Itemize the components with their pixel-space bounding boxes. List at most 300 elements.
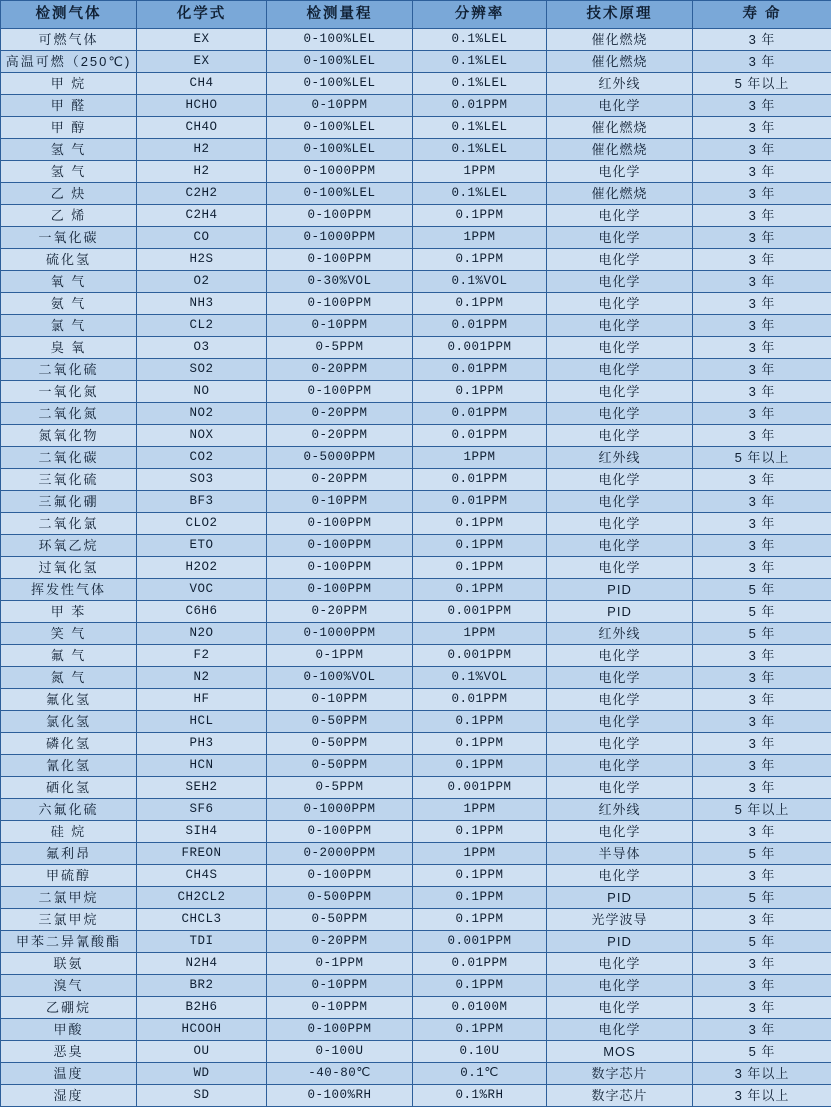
cell-principle: PID bbox=[547, 931, 693, 953]
cell-range: -40-80℃ bbox=[267, 1063, 413, 1085]
table-row bbox=[1, 689, 831, 711]
cell-range: 0-100%VOL bbox=[267, 667, 413, 689]
cell-resolution: 0.1PPM bbox=[413, 865, 547, 887]
cell-formula: N2H4 bbox=[137, 953, 267, 975]
cell-gas: 一氧化碳 bbox=[1, 227, 137, 249]
cell-range: 0-100PPM bbox=[267, 249, 413, 271]
cell-resolution: 1PPM bbox=[413, 227, 547, 249]
table-row bbox=[1, 469, 831, 491]
table-row bbox=[1, 513, 831, 535]
cell-range: 0-100U bbox=[267, 1041, 413, 1063]
cell-formula: B2H6 bbox=[137, 997, 267, 1019]
cell-principle: 电化学 bbox=[547, 997, 693, 1019]
cell-principle: 电化学 bbox=[547, 315, 693, 337]
table-row bbox=[1, 909, 831, 931]
cell-formula: HCN bbox=[137, 755, 267, 777]
cell-formula: NOX bbox=[137, 425, 267, 447]
cell-range: 0-100PPM bbox=[267, 1019, 413, 1041]
cell-principle: 数字芯片 bbox=[547, 1063, 693, 1085]
cell-resolution: 0.1PPM bbox=[413, 1019, 547, 1041]
cell-gas: 乙硼烷 bbox=[1, 997, 137, 1019]
cell-gas: 硒化氢 bbox=[1, 777, 137, 799]
cell-principle: 电化学 bbox=[547, 557, 693, 579]
cell-formula: WD bbox=[137, 1063, 267, 1085]
cell-principle: 电化学 bbox=[547, 645, 693, 667]
column-header-gas: 检测气体 bbox=[1, 1, 137, 29]
cell-formula: VOC bbox=[137, 579, 267, 601]
cell-lifetime: 3 年 bbox=[693, 909, 831, 931]
cell-principle: 催化燃烧 bbox=[547, 117, 693, 139]
cell-formula: NO2 bbox=[137, 403, 267, 425]
column-header-resolution: 分辨率 bbox=[413, 1, 547, 29]
cell-gas: 氟 气 bbox=[1, 645, 137, 667]
cell-principle: 电化学 bbox=[547, 667, 693, 689]
column-header-lifetime: 寿 命 bbox=[693, 1, 831, 29]
cell-gas: 二氧化碳 bbox=[1, 447, 137, 469]
cell-formula: TDI bbox=[137, 931, 267, 953]
cell-range: 0-100PPM bbox=[267, 205, 413, 227]
cell-lifetime: 5 年 bbox=[693, 887, 831, 909]
cell-resolution: 0.1%RH bbox=[413, 1085, 547, 1107]
table-row bbox=[1, 579, 831, 601]
cell-range: 0-20PPM bbox=[267, 601, 413, 623]
cell-range: 0-100%LEL bbox=[267, 51, 413, 73]
cell-resolution: 0.1PPM bbox=[413, 535, 547, 557]
cell-principle: 电化学 bbox=[547, 359, 693, 381]
cell-formula: CH4S bbox=[137, 865, 267, 887]
cell-range: 0-10PPM bbox=[267, 997, 413, 1019]
cell-lifetime: 3 年 bbox=[693, 249, 831, 271]
cell-formula: H2S bbox=[137, 249, 267, 271]
cell-formula: O2 bbox=[137, 271, 267, 293]
cell-resolution: 0.01PPM bbox=[413, 953, 547, 975]
cell-principle: 电化学 bbox=[547, 161, 693, 183]
cell-gas: 二氧化氯 bbox=[1, 513, 137, 535]
cell-lifetime: 3 年 bbox=[693, 535, 831, 557]
cell-lifetime: 3 年 bbox=[693, 29, 831, 51]
table-row bbox=[1, 183, 831, 205]
cell-principle: 催化燃烧 bbox=[547, 29, 693, 51]
cell-gas: 甲 苯 bbox=[1, 601, 137, 623]
cell-formula: C6H6 bbox=[137, 601, 267, 623]
cell-lifetime: 5 年以上 bbox=[693, 447, 831, 469]
cell-principle: 电化学 bbox=[547, 469, 693, 491]
cell-lifetime: 3 年 bbox=[693, 1019, 831, 1041]
cell-gas: 恶臭 bbox=[1, 1041, 137, 1063]
table-row bbox=[1, 447, 831, 469]
cell-gas: 氮氧化物 bbox=[1, 425, 137, 447]
cell-principle: 电化学 bbox=[547, 227, 693, 249]
cell-lifetime: 3 年 bbox=[693, 117, 831, 139]
cell-gas: 甲 醇 bbox=[1, 117, 137, 139]
cell-lifetime: 3 年 bbox=[693, 227, 831, 249]
table-row bbox=[1, 381, 831, 403]
cell-range: 0-100PPM bbox=[267, 535, 413, 557]
cell-gas: 氨 气 bbox=[1, 293, 137, 315]
cell-formula: SEH2 bbox=[137, 777, 267, 799]
cell-resolution: 0.1%VOL bbox=[413, 667, 547, 689]
cell-lifetime: 3 年 bbox=[693, 953, 831, 975]
cell-principle: 电化学 bbox=[547, 689, 693, 711]
cell-resolution: 0.1PPM bbox=[413, 755, 547, 777]
table-row bbox=[1, 1019, 831, 1041]
cell-formula: HF bbox=[137, 689, 267, 711]
cell-principle: 红外线 bbox=[547, 447, 693, 469]
cell-gas: 三氟化硼 bbox=[1, 491, 137, 513]
cell-formula: N2 bbox=[137, 667, 267, 689]
cell-lifetime: 5 年 bbox=[693, 843, 831, 865]
cell-principle: 电化学 bbox=[547, 491, 693, 513]
cell-resolution: 0.1℃ bbox=[413, 1063, 547, 1085]
cell-lifetime: 3 年 bbox=[693, 403, 831, 425]
cell-principle: 电化学 bbox=[547, 535, 693, 557]
cell-gas: 甲酸 bbox=[1, 1019, 137, 1041]
cell-principle: 电化学 bbox=[547, 755, 693, 777]
cell-lifetime: 3 年 bbox=[693, 997, 831, 1019]
cell-resolution: 0.01PPM bbox=[413, 469, 547, 491]
cell-principle: MOS bbox=[547, 1041, 693, 1063]
cell-range: 0-100PPM bbox=[267, 513, 413, 535]
cell-formula: SO3 bbox=[137, 469, 267, 491]
cell-gas: 甲硫醇 bbox=[1, 865, 137, 887]
cell-gas: 甲苯二异氰酸酯 bbox=[1, 931, 137, 953]
cell-range: 0-100%LEL bbox=[267, 139, 413, 161]
table-body bbox=[1, 29, 831, 1107]
table-row bbox=[1, 975, 831, 997]
cell-principle: 电化学 bbox=[547, 249, 693, 271]
table-row bbox=[1, 645, 831, 667]
cell-principle: 电化学 bbox=[547, 733, 693, 755]
cell-formula: CH4 bbox=[137, 73, 267, 95]
cell-gas: 环氧乙烷 bbox=[1, 535, 137, 557]
cell-lifetime: 3 年 bbox=[693, 667, 831, 689]
cell-lifetime: 3 年 bbox=[693, 711, 831, 733]
cell-lifetime: 3 年 bbox=[693, 975, 831, 997]
cell-gas: 氟利昂 bbox=[1, 843, 137, 865]
cell-formula: N2O bbox=[137, 623, 267, 645]
cell-formula: F2 bbox=[137, 645, 267, 667]
cell-resolution: 0.1PPM bbox=[413, 975, 547, 997]
cell-lifetime: 3 年以上 bbox=[693, 1063, 831, 1085]
cell-formula: CO bbox=[137, 227, 267, 249]
table-row bbox=[1, 139, 831, 161]
cell-lifetime: 3 年 bbox=[693, 777, 831, 799]
cell-gas: 乙 炔 bbox=[1, 183, 137, 205]
cell-gas: 氢 气 bbox=[1, 161, 137, 183]
cell-gas: 三氯甲烷 bbox=[1, 909, 137, 931]
cell-principle: 红外线 bbox=[547, 799, 693, 821]
table-row bbox=[1, 777, 831, 799]
cell-principle: PID bbox=[547, 579, 693, 601]
table-row bbox=[1, 667, 831, 689]
cell-resolution: 0.1PPM bbox=[413, 579, 547, 601]
header-row bbox=[1, 1, 831, 29]
cell-gas: 磷化氢 bbox=[1, 733, 137, 755]
cell-gas: 甲 醛 bbox=[1, 95, 137, 117]
cell-principle: 电化学 bbox=[547, 271, 693, 293]
cell-resolution: 0.001PPM bbox=[413, 601, 547, 623]
table-header bbox=[1, 1, 831, 29]
cell-range: 0-100PPM bbox=[267, 381, 413, 403]
cell-formula: PH3 bbox=[137, 733, 267, 755]
cell-principle: 电化学 bbox=[547, 95, 693, 117]
cell-formula: CHCL3 bbox=[137, 909, 267, 931]
table-row bbox=[1, 821, 831, 843]
cell-lifetime: 3 年 bbox=[693, 755, 831, 777]
table-row bbox=[1, 601, 831, 623]
cell-principle: 半导体 bbox=[547, 843, 693, 865]
cell-formula: CO2 bbox=[137, 447, 267, 469]
table-row bbox=[1, 711, 831, 733]
cell-lifetime: 3 年 bbox=[693, 733, 831, 755]
cell-formula: SO2 bbox=[137, 359, 267, 381]
cell-formula: FREON bbox=[137, 843, 267, 865]
cell-gas: 一氧化氮 bbox=[1, 381, 137, 403]
cell-gas: 氰化氢 bbox=[1, 755, 137, 777]
table-row bbox=[1, 73, 831, 95]
table-row bbox=[1, 997, 831, 1019]
cell-gas: 过氧化氢 bbox=[1, 557, 137, 579]
cell-range: 0-1PPM bbox=[267, 645, 413, 667]
cell-resolution: 0.1PPM bbox=[413, 733, 547, 755]
cell-formula: HCOOH bbox=[137, 1019, 267, 1041]
cell-resolution: 1PPM bbox=[413, 623, 547, 645]
cell-formula: SIH4 bbox=[137, 821, 267, 843]
cell-resolution: 1PPM bbox=[413, 161, 547, 183]
table-row bbox=[1, 1041, 831, 1063]
cell-formula: CH4O bbox=[137, 117, 267, 139]
cell-formula: BF3 bbox=[137, 491, 267, 513]
cell-principle: 电化学 bbox=[547, 381, 693, 403]
table-row bbox=[1, 51, 831, 73]
cell-lifetime: 3 年 bbox=[693, 557, 831, 579]
cell-principle: 电化学 bbox=[547, 403, 693, 425]
cell-resolution: 0.1PPM bbox=[413, 293, 547, 315]
cell-lifetime: 3 年 bbox=[693, 513, 831, 535]
table-row bbox=[1, 95, 831, 117]
cell-gas: 氮 气 bbox=[1, 667, 137, 689]
cell-resolution: 0.1%LEL bbox=[413, 139, 547, 161]
cell-range: 0-100PPM bbox=[267, 293, 413, 315]
cell-gas: 乙 烯 bbox=[1, 205, 137, 227]
cell-range: 0-30%VOL bbox=[267, 271, 413, 293]
cell-principle: 电化学 bbox=[547, 1019, 693, 1041]
cell-gas: 臭 氧 bbox=[1, 337, 137, 359]
cell-resolution: 0.001PPM bbox=[413, 777, 547, 799]
cell-formula: H2O2 bbox=[137, 557, 267, 579]
cell-lifetime: 3 年 bbox=[693, 821, 831, 843]
cell-principle: 催化燃烧 bbox=[547, 51, 693, 73]
cell-lifetime: 3 年 bbox=[693, 183, 831, 205]
cell-principle: 电化学 bbox=[547, 953, 693, 975]
cell-gas: 氧 气 bbox=[1, 271, 137, 293]
cell-gas: 可燃气体 bbox=[1, 29, 137, 51]
cell-principle: 数字芯片 bbox=[547, 1085, 693, 1107]
cell-lifetime: 3 年 bbox=[693, 205, 831, 227]
cell-resolution: 1PPM bbox=[413, 799, 547, 821]
cell-resolution: 0.10U bbox=[413, 1041, 547, 1063]
cell-resolution: 0.01PPM bbox=[413, 359, 547, 381]
table-row bbox=[1, 337, 831, 359]
cell-resolution: 0.1PPM bbox=[413, 381, 547, 403]
cell-lifetime: 3 年 bbox=[693, 689, 831, 711]
cell-resolution: 1PPM bbox=[413, 843, 547, 865]
cell-resolution: 0.1%LEL bbox=[413, 117, 547, 139]
table-row bbox=[1, 535, 831, 557]
cell-range: 0-100PPM bbox=[267, 579, 413, 601]
cell-principle: 电化学 bbox=[547, 821, 693, 843]
cell-gas: 二氯甲烷 bbox=[1, 887, 137, 909]
cell-formula: CL2 bbox=[137, 315, 267, 337]
cell-principle: PID bbox=[547, 601, 693, 623]
cell-formula: CH2CL2 bbox=[137, 887, 267, 909]
cell-lifetime: 3 年 bbox=[693, 271, 831, 293]
cell-range: 0-500PPM bbox=[267, 887, 413, 909]
cell-resolution: 0.001PPM bbox=[413, 931, 547, 953]
cell-resolution: 0.1PPM bbox=[413, 557, 547, 579]
cell-lifetime: 3 年 bbox=[693, 51, 831, 73]
cell-range: 0-10PPM bbox=[267, 689, 413, 711]
cell-gas: 硫化氢 bbox=[1, 249, 137, 271]
cell-gas: 湿度 bbox=[1, 1085, 137, 1107]
cell-principle: 红外线 bbox=[547, 623, 693, 645]
column-header-principle: 技术原理 bbox=[547, 1, 693, 29]
cell-resolution: 0.1PPM bbox=[413, 249, 547, 271]
table-row bbox=[1, 359, 831, 381]
cell-resolution: 0.1%LEL bbox=[413, 73, 547, 95]
cell-principle: 电化学 bbox=[547, 205, 693, 227]
table-row bbox=[1, 227, 831, 249]
cell-range: 0-50PPM bbox=[267, 733, 413, 755]
cell-range: 0-1000PPM bbox=[267, 161, 413, 183]
cell-range: 0-10PPM bbox=[267, 95, 413, 117]
cell-lifetime: 3 年 bbox=[693, 139, 831, 161]
cell-formula: CLO2 bbox=[137, 513, 267, 535]
cell-lifetime: 5 年 bbox=[693, 1041, 831, 1063]
cell-principle: 电化学 bbox=[547, 975, 693, 997]
table-row bbox=[1, 887, 831, 909]
cell-resolution: 0.001PPM bbox=[413, 337, 547, 359]
cell-principle: 电化学 bbox=[547, 777, 693, 799]
table-row bbox=[1, 29, 831, 51]
table-row bbox=[1, 623, 831, 645]
cell-lifetime: 3 年 bbox=[693, 161, 831, 183]
cell-resolution: 0.1PPM bbox=[413, 513, 547, 535]
cell-gas: 温度 bbox=[1, 1063, 137, 1085]
cell-lifetime: 5 年以上 bbox=[693, 799, 831, 821]
cell-gas: 六氟化硫 bbox=[1, 799, 137, 821]
table-row bbox=[1, 1063, 831, 1085]
cell-formula: NH3 bbox=[137, 293, 267, 315]
table-row bbox=[1, 425, 831, 447]
cell-lifetime: 3 年 bbox=[693, 645, 831, 667]
cell-range: 0-100%LEL bbox=[267, 183, 413, 205]
cell-resolution: 0.1PPM bbox=[413, 909, 547, 931]
table-row bbox=[1, 205, 831, 227]
cell-range: 0-100%LEL bbox=[267, 117, 413, 139]
table-row bbox=[1, 491, 831, 513]
cell-lifetime: 3 年 bbox=[693, 359, 831, 381]
cell-gas: 挥发性气体 bbox=[1, 579, 137, 601]
cell-range: 0-10PPM bbox=[267, 975, 413, 997]
cell-range: 0-5PPM bbox=[267, 777, 413, 799]
cell-formula: H2 bbox=[137, 139, 267, 161]
cell-range: 0-10PPM bbox=[267, 315, 413, 337]
table-row bbox=[1, 865, 831, 887]
cell-lifetime: 5 年以上 bbox=[693, 73, 831, 95]
table-row bbox=[1, 755, 831, 777]
cell-gas: 溴气 bbox=[1, 975, 137, 997]
cell-formula: SF6 bbox=[137, 799, 267, 821]
cell-gas: 二氧化硫 bbox=[1, 359, 137, 381]
cell-range: 0-1000PPM bbox=[267, 623, 413, 645]
cell-lifetime: 3 年 bbox=[693, 865, 831, 887]
cell-formula: C2H4 bbox=[137, 205, 267, 227]
cell-lifetime: 3 年 bbox=[693, 425, 831, 447]
cell-formula: H2 bbox=[137, 161, 267, 183]
cell-resolution: 0.1%VOL bbox=[413, 271, 547, 293]
cell-gas: 二氧化氮 bbox=[1, 403, 137, 425]
table-row bbox=[1, 271, 831, 293]
cell-resolution: 1PPM bbox=[413, 447, 547, 469]
cell-lifetime: 3 年 bbox=[693, 381, 831, 403]
cell-resolution: 0.01PPM bbox=[413, 425, 547, 447]
cell-gas: 氯化氢 bbox=[1, 711, 137, 733]
cell-lifetime: 3 年以上 bbox=[693, 1085, 831, 1107]
cell-resolution: 0.1PPM bbox=[413, 887, 547, 909]
cell-principle: 催化燃烧 bbox=[547, 183, 693, 205]
cell-range: 0-20PPM bbox=[267, 931, 413, 953]
cell-range: 0-10PPM bbox=[267, 491, 413, 513]
column-header-range: 检测量程 bbox=[267, 1, 413, 29]
cell-resolution: 0.1PPM bbox=[413, 821, 547, 843]
cell-resolution: 0.1%LEL bbox=[413, 51, 547, 73]
table-row bbox=[1, 799, 831, 821]
table-row bbox=[1, 315, 831, 337]
cell-range: 0-5PPM bbox=[267, 337, 413, 359]
table-row bbox=[1, 1085, 831, 1107]
table-row bbox=[1, 733, 831, 755]
cell-lifetime: 3 年 bbox=[693, 337, 831, 359]
cell-lifetime: 5 年 bbox=[693, 601, 831, 623]
cell-lifetime: 3 年 bbox=[693, 293, 831, 315]
cell-range: 0-20PPM bbox=[267, 359, 413, 381]
cell-gas: 硅 烷 bbox=[1, 821, 137, 843]
cell-principle: 催化燃烧 bbox=[547, 139, 693, 161]
cell-gas: 笑 气 bbox=[1, 623, 137, 645]
cell-formula: HCL bbox=[137, 711, 267, 733]
cell-principle: 电化学 bbox=[547, 293, 693, 315]
table-row bbox=[1, 161, 831, 183]
cell-resolution: 0.01PPM bbox=[413, 689, 547, 711]
cell-resolution: 0.01PPM bbox=[413, 403, 547, 425]
table-row bbox=[1, 931, 831, 953]
cell-principle: 电化学 bbox=[547, 865, 693, 887]
cell-gas: 三氧化硫 bbox=[1, 469, 137, 491]
cell-resolution: 0.01PPM bbox=[413, 315, 547, 337]
cell-range: 0-50PPM bbox=[267, 755, 413, 777]
cell-formula: C2H2 bbox=[137, 183, 267, 205]
cell-formula: SD bbox=[137, 1085, 267, 1107]
table-row bbox=[1, 953, 831, 975]
cell-lifetime: 5 年 bbox=[693, 623, 831, 645]
cell-range: 0-100%RH bbox=[267, 1085, 413, 1107]
table-row bbox=[1, 403, 831, 425]
cell-principle: PID bbox=[547, 887, 693, 909]
cell-resolution: 0.1PPM bbox=[413, 711, 547, 733]
cell-principle: 电化学 bbox=[547, 337, 693, 359]
cell-range: 0-1000PPM bbox=[267, 799, 413, 821]
